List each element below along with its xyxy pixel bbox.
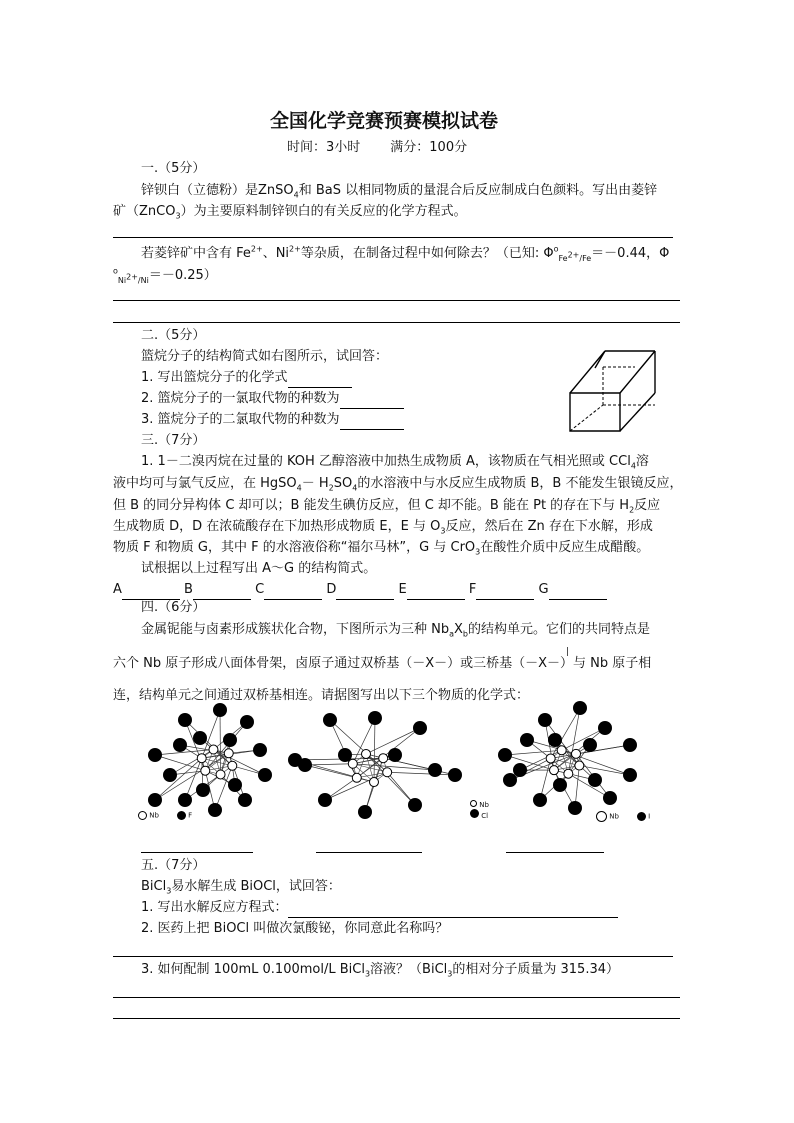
halogen-atom	[503, 773, 517, 787]
nb-atom	[379, 754, 388, 763]
q2-intro: 篮烷分子的结构简式如右图所示，试回答：	[141, 349, 389, 364]
halogen-atom	[623, 768, 637, 782]
nb-atom	[216, 770, 225, 779]
q3-line2: 液中均可与氯气反应，在 HgSO$_4$－ $H_2SO_4$的水溶液中与水反应生成物质 B，B 不能发生银镜反应，	[113, 476, 683, 493]
q3-heading: 三.（7分）	[141, 433, 206, 448]
q4-heading: 四.（6分）	[141, 600, 206, 615]
halogen-atom	[208, 803, 222, 817]
q2-item-3: 3. 篮烷分子的二氯取代物的种数为	[141, 410, 404, 430]
halogen-atom	[413, 721, 427, 735]
halogen-atom	[498, 748, 512, 762]
answer-line[interactable]	[113, 956, 673, 957]
q3-line3: 但 B 的同分异构体 C 却可以；B 能发生碘仿反应，但 C 却不能。B 能在 Pt 的存在下与 $H_2$反应	[113, 498, 661, 515]
nb-atom	[383, 768, 392, 777]
halogen-atom	[548, 733, 562, 747]
halogen-atom	[148, 748, 162, 762]
nb-atom	[575, 761, 584, 770]
halogen-atom	[148, 793, 162, 807]
q2-heading: 二.（5分）	[141, 328, 206, 343]
q2-item-1: 1. 写出篮烷分子的化学式	[141, 368, 352, 388]
q5-item-1: 1. 写出水解反应方程式：	[141, 898, 618, 918]
halogen-atom	[553, 778, 567, 792]
nb-f-cluster-figure	[148, 703, 272, 817]
halogen-atom	[513, 763, 527, 777]
nb-atom	[549, 766, 558, 775]
answer-line[interactable]	[113, 237, 673, 238]
halogen-atom	[358, 805, 372, 819]
answer-line[interactable]	[506, 852, 604, 853]
halogen-atom	[258, 768, 272, 782]
halogen-atom	[163, 768, 177, 782]
q5-item-2: 2. 医药上把 BiOCl 叫做次氯酸铋，你同意此名称吗？	[141, 921, 449, 936]
halogen-atom	[520, 733, 534, 747]
bond-line	[220, 710, 221, 774]
q5-intro: BiCl$_3$易水解生成 BiOCl，试回答：	[141, 879, 341, 896]
answer-blank[interactable]	[407, 585, 465, 600]
halogen-atom	[368, 711, 382, 725]
q3-answer-row: A B C D E F G	[113, 580, 607, 600]
halogen-atom	[173, 738, 187, 752]
nb-atom	[228, 761, 237, 770]
halogen-atom	[598, 721, 612, 735]
nb-cluster-figures	[135, 700, 665, 830]
halogen-atom	[448, 768, 462, 782]
answer-blank[interactable]	[549, 585, 607, 600]
halogen-atom	[288, 753, 302, 767]
halogen-atom	[573, 701, 587, 715]
time-label: 时间：3小时	[287, 140, 361, 155]
legend-3: Nb I	[596, 811, 650, 822]
halogen-atom	[178, 713, 192, 727]
score-label: 满分：100分	[390, 140, 468, 155]
q3-line1: 1. 1－二溴丙烷在过量的 KOH 乙醇溶液中加热生成物质 A，该物质在气相光照或 CCl$_4$溶	[141, 454, 649, 471]
nb-atom	[352, 773, 361, 782]
q4-line1: 金属铌能与卤素形成簇状化合物，下图所示为三种 $Nb_aX_b$的结构单元。它们的共同特点是	[141, 622, 651, 639]
answer-line[interactable]	[113, 322, 680, 323]
halogen-atom	[238, 793, 252, 807]
halogen-atom	[318, 793, 332, 807]
halogen-atom	[388, 748, 402, 762]
halogen-atom	[196, 783, 210, 797]
legend-2: Nb Cl	[470, 800, 489, 820]
halogen-atom	[568, 801, 582, 815]
nb-atom	[197, 754, 206, 763]
bond-line	[155, 758, 202, 800]
nb-atom	[557, 746, 566, 755]
bond-line	[579, 766, 630, 775]
answer-line[interactable]	[316, 852, 422, 853]
page-title: 全国化学竞赛预赛模拟试卷	[270, 110, 499, 132]
halogen-atom	[583, 738, 597, 752]
q3-line5: 物质 F 和物质 G，其中 F 的水溶液俗称“福尔马林”，G 与 CrO$_3$在酸性介质中反应生成醋酸。	[113, 540, 650, 557]
nb-atom	[572, 749, 581, 758]
halogen-atom	[408, 798, 422, 812]
legend-1: Nb F	[138, 811, 192, 820]
q5-heading: 五.（7分）	[141, 858, 206, 873]
answer-line[interactable]	[113, 997, 680, 998]
nb-i-cluster-figure	[498, 701, 637, 815]
halogen-atom	[193, 731, 207, 745]
answer-blank[interactable]	[336, 585, 394, 600]
nb-atom	[209, 745, 218, 754]
triple-bridge-mark: |	[566, 647, 570, 657]
answer-blank[interactable]	[288, 903, 618, 918]
answer-blank[interactable]	[288, 373, 352, 388]
q1-heading: 一.（5分）	[141, 161, 206, 176]
q5-item-3: 3. 如何配制 100mL 0.100mol/L BiCl$_3$溶液？（BiCl$_3$的相对分子质量为 315.34）	[141, 962, 619, 979]
exam-info	[287, 138, 467, 158]
halogen-atom	[223, 733, 237, 747]
q1-line3: 若菱锌矿中含有 $Fe^{2+}$、$Ni^{2+}$等杂质，在制备过程中如何除去？（已知: $\Phi^o_{Fe^{2+}/Fe}=-0.44$，Φ	[141, 244, 670, 263]
q4-line2: 六个 Nb 原子形成八面体骨架，卤原子通过双桥基（－X－）或三桥基（－X－）与 Nb 原子相	[113, 656, 652, 671]
answer-line[interactable]	[113, 300, 680, 301]
nb-atom	[546, 754, 555, 763]
halogen-atom	[253, 743, 267, 757]
nb-atom	[362, 749, 371, 758]
halogen-atom	[623, 738, 637, 752]
nb-atom	[564, 769, 573, 778]
halogen-atom	[533, 793, 547, 807]
q1-line2: 矿（ZnCO$_3$）为主要原料制锌钡白的有关反应的化学方程式。	[113, 204, 467, 221]
q2-item-2: 2. 篮烷分子的一氯取代物的种数为	[141, 389, 404, 409]
nb-atom	[224, 749, 233, 758]
answer-blank[interactable]	[264, 585, 322, 600]
answer-blank[interactable]	[476, 585, 534, 600]
halogen-atom	[538, 713, 552, 727]
halogen-atom	[588, 773, 602, 787]
q3-line4: 生成物质 D，D 在浓硫酸存在下加热形成物质 E，E 与 $O_3$反应，然后在 Zn 存在下水解，形成	[113, 519, 653, 536]
q1-line1: 锌钡白（立德粉）是ZnSO$_4$和 BaS 以相同物质的量混合后反应制成白色颜料。写出由菱锌	[141, 183, 658, 200]
answer-blank[interactable]	[340, 394, 404, 409]
bond-line	[229, 753, 245, 800]
halogen-atom	[240, 715, 254, 729]
answer-blank[interactable]	[340, 415, 404, 430]
answer-line[interactable]	[113, 1018, 680, 1019]
basketane-structure-figure	[565, 343, 665, 438]
halogen-atom	[428, 763, 442, 777]
nb-atom	[348, 759, 357, 768]
halogen-atom	[323, 713, 337, 727]
nb-cl-cluster-figure	[288, 711, 462, 819]
halogen-atom	[228, 778, 242, 792]
answer-line[interactable]	[141, 852, 253, 853]
nb-atom	[201, 766, 210, 775]
q4-line3: 连，结构单元之间通过双桥基相连。请据图写出以下三个物质的化学式：	[113, 688, 530, 703]
q1-line4: $^o_{Ni^{2+}/Ni}$＝－0.25）	[113, 266, 217, 285]
nb-atom	[369, 778, 378, 787]
halogen-atom	[603, 791, 617, 805]
halogen-atom	[178, 793, 192, 807]
q3-line6: 试根据以上过程写出 A～G 的结构简式。	[141, 561, 377, 576]
halogen-atom	[213, 703, 227, 717]
